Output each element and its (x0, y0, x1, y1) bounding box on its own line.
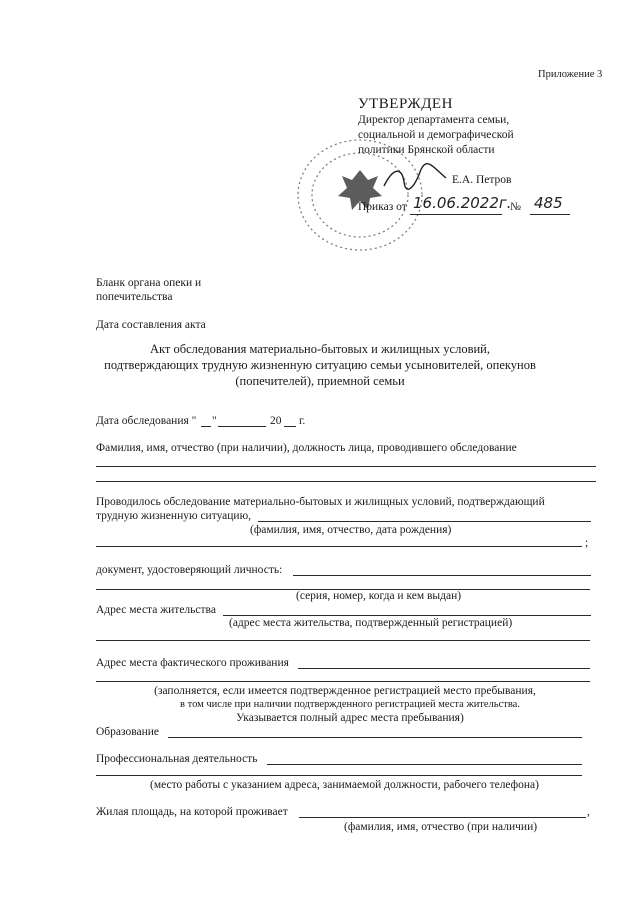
order-number-line (530, 214, 570, 215)
person-field[interactable] (96, 546, 582, 547)
person-field[interactable] (258, 521, 591, 522)
appendix-label: Приложение 3 (538, 69, 603, 80)
order-date-line (410, 214, 502, 215)
order-number-sign: № (510, 201, 521, 213)
conducted-label: Проводилось обследование материально-бытовых и жилищных условий, подтверждающий (96, 496, 545, 508)
profession-field[interactable] (267, 764, 582, 765)
signer-name: Е.А. Петров (452, 174, 512, 186)
survey-day-field[interactable] (201, 426, 211, 427)
inspector-field[interactable] (96, 481, 596, 482)
living-area-hint: (фамилия, имя, отчество (при наличии) (344, 821, 538, 833)
actual-residence-hint: в том числе при наличии подтвержденного регистрацией места жительства. (180, 699, 520, 710)
profession-hint: (место работы с указанием адреса, занимаемой должности, рабочего телефона) (150, 779, 539, 791)
inspector-field[interactable] (96, 466, 596, 467)
order-number-handwritten: 485 (534, 194, 563, 212)
approval-line: социальной и демографической (358, 129, 514, 141)
living-area-comma: , (587, 806, 590, 818)
profession-label: Профессиональная деятельность (96, 753, 258, 765)
actual-residence-hint: (заполняется, если имеется подтвержденное регистрацией место пребывания, (154, 685, 536, 697)
actual-residence-hint: Указывается полный адрес места пребывания) (236, 712, 464, 724)
residence-hint: (адрес места жительства, подтвержденный регистрацией) (229, 617, 513, 629)
act-heading-line: (попечителей), приемной семьи (235, 374, 405, 388)
residence-label: Адрес места жительства (96, 604, 216, 616)
survey-year-suffix: г. (299, 415, 306, 427)
act-heading-line: Акт обследования материально-бытовых и жилищных условий, (150, 342, 490, 356)
profession-field[interactable] (96, 775, 582, 776)
org-blank-line: Бланк органа опеки и (96, 277, 202, 289)
inspector-label: Фамилия, имя, отчество (при наличии), должность лица, проводившего обследование (96, 442, 517, 454)
conducted-label: трудную жизненную ситуацию, (96, 510, 252, 522)
approval-line: политики Брянской области (358, 144, 495, 156)
approval-title: УТВЕРЖДЕН (358, 96, 453, 112)
survey-year-prefix: 20 (270, 415, 282, 427)
survey-month-field[interactable] (218, 426, 266, 427)
signature-image (380, 162, 450, 192)
id-document-label: документ, удостоверяющий личность: (96, 564, 283, 576)
order-date-handwritten: 16.06.2022г. (413, 194, 512, 212)
order-label: Приказ от (358, 201, 407, 213)
act-date-label: Дата составления акта (96, 319, 206, 331)
id-document-field[interactable] (293, 575, 591, 576)
education-field[interactable] (168, 737, 582, 738)
survey-date-label: Дата обследования " (96, 415, 197, 427)
actual-residence-field[interactable] (96, 681, 590, 682)
semicolon: ; (585, 537, 589, 549)
survey-year-field[interactable] (284, 426, 296, 427)
id-document-hint: (серия, номер, когда и кем выдан) (296, 590, 462, 602)
actual-residence-field[interactable] (298, 668, 590, 669)
act-heading-line: подтверждающих трудную жизненную ситуацию семьи усыновителей, опекунов (104, 358, 536, 372)
education-label: Образование (96, 726, 160, 738)
residence-field[interactable] (96, 640, 590, 641)
org-blank-line: попечительства (96, 291, 173, 303)
survey-date-quote: " (212, 415, 217, 427)
living-area-label: Жилая площадь, на которой проживает (96, 806, 288, 818)
approval-line: Директор департамента семьи, (358, 114, 510, 126)
person-field-hint: (фамилия, имя, отчество, дата рождения) (250, 524, 452, 536)
living-area-field[interactable] (299, 817, 586, 818)
actual-residence-label: Адрес места фактического проживания (96, 657, 289, 669)
